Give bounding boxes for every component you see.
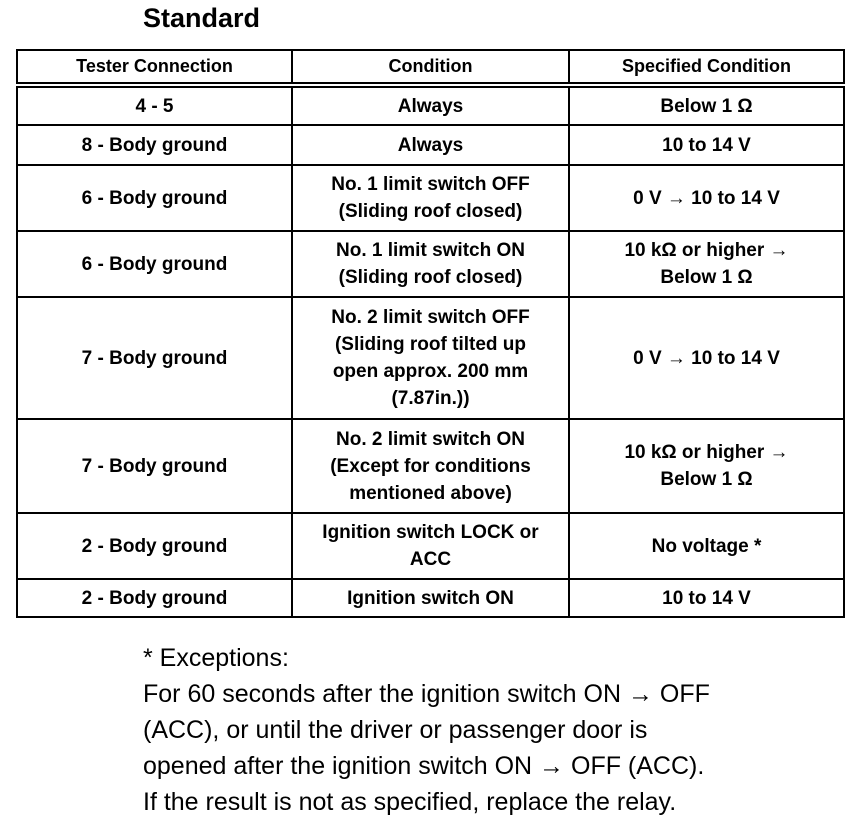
cell-connection: 7 - Body ground [17, 297, 292, 419]
cell-connection: 6 - Body ground [17, 165, 292, 231]
table-row [17, 85, 844, 125]
condition-line: (7.87in.)) [391, 388, 470, 409]
specified-line: 10 kΩ or higher → [624, 442, 789, 463]
condition-line: Always [397, 95, 464, 117]
condition-line: No. 2 limit switch OFF [331, 307, 530, 328]
cell-condition [292, 297, 569, 419]
specified-line: Below 1 Ω [660, 267, 753, 288]
table-row [17, 419, 844, 513]
specified-line: Below 1 Ω [660, 469, 753, 490]
cell-connection: 8 - Body ground [17, 125, 292, 165]
page-title: Standard [143, 3, 261, 33]
header-condition: Condition [292, 50, 569, 85]
cell-condition [292, 419, 569, 513]
cell-condition [292, 125, 569, 165]
table-row [17, 513, 844, 579]
condition-line: (Except for conditions [330, 455, 531, 477]
condition-line: Ignition switch LOCK or [322, 522, 539, 543]
table-row [17, 297, 844, 419]
header-tester-connection: Tester Connection [17, 50, 292, 85]
specified-line: Below 1 Ω [660, 95, 753, 117]
header-specified-condition: Specified Condition [569, 50, 844, 85]
table-row [17, 165, 844, 231]
condition-line: Always [397, 134, 464, 156]
condition-line: open approx. 200 mm [332, 361, 529, 382]
condition-line: (Sliding roof closed) [338, 267, 523, 288]
condition-line: (Sliding roof closed) [338, 201, 523, 222]
cell-condition [292, 165, 569, 231]
cell-specified [569, 513, 844, 579]
cell-connection: 2 - Body ground [17, 579, 292, 617]
cell-specified [569, 125, 844, 165]
condition-line: No. 1 limit switch OFF [331, 174, 530, 195]
standard-table [16, 49, 845, 618]
cell-connection: 4 - 5 [17, 85, 292, 125]
cell-specified [569, 165, 844, 231]
condition-line: No. 1 limit switch ON [336, 240, 525, 261]
specified-line: 10 to 14 V [662, 587, 751, 609]
cell-condition [292, 85, 569, 125]
specified-line: 10 kΩ or higher → [624, 240, 789, 261]
exceptions-note [143, 640, 710, 820]
table-row [17, 231, 844, 297]
cell-specified [569, 297, 844, 419]
cell-specified [569, 579, 844, 617]
specified-line: 0 V → 10 to 14 V [633, 347, 780, 369]
cell-specified [569, 85, 844, 125]
cell-condition [292, 513, 569, 579]
cell-connection: 7 - Body ground [17, 419, 292, 513]
specified-line: No voltage * [651, 535, 762, 557]
exceptions-line: If the result is not as specified, replace the relay. [143, 788, 677, 816]
condition-line: Ignition switch ON [347, 587, 514, 609]
cell-condition [292, 231, 569, 297]
condition-line: (Sliding roof tilted up [334, 334, 527, 355]
cell-connection: 2 - Body ground [17, 513, 292, 579]
exceptions-line: For 60 seconds after the ignition switch ON → OFF [143, 680, 710, 708]
table-row [17, 579, 844, 617]
specified-line: 0 V → 10 to 14 V [633, 187, 780, 209]
cell-specified [569, 419, 844, 513]
cell-connection: 6 - Body ground [17, 231, 292, 297]
table-row [17, 125, 844, 165]
specified-line: 10 to 14 V [662, 134, 751, 156]
cell-specified [569, 231, 844, 297]
condition-line: No. 2 limit switch ON [336, 428, 525, 450]
exceptions-line: opened after the ignition switch ON → OFF (ACC). [143, 752, 705, 780]
condition-line: ACC [409, 549, 452, 570]
condition-line: mentioned above) [349, 482, 512, 504]
exceptions-heading: * Exceptions: [143, 644, 289, 672]
table-header-row [17, 50, 844, 85]
cell-condition [292, 579, 569, 617]
exceptions-line: (ACC), or until the driver or passenger door is [143, 716, 648, 744]
